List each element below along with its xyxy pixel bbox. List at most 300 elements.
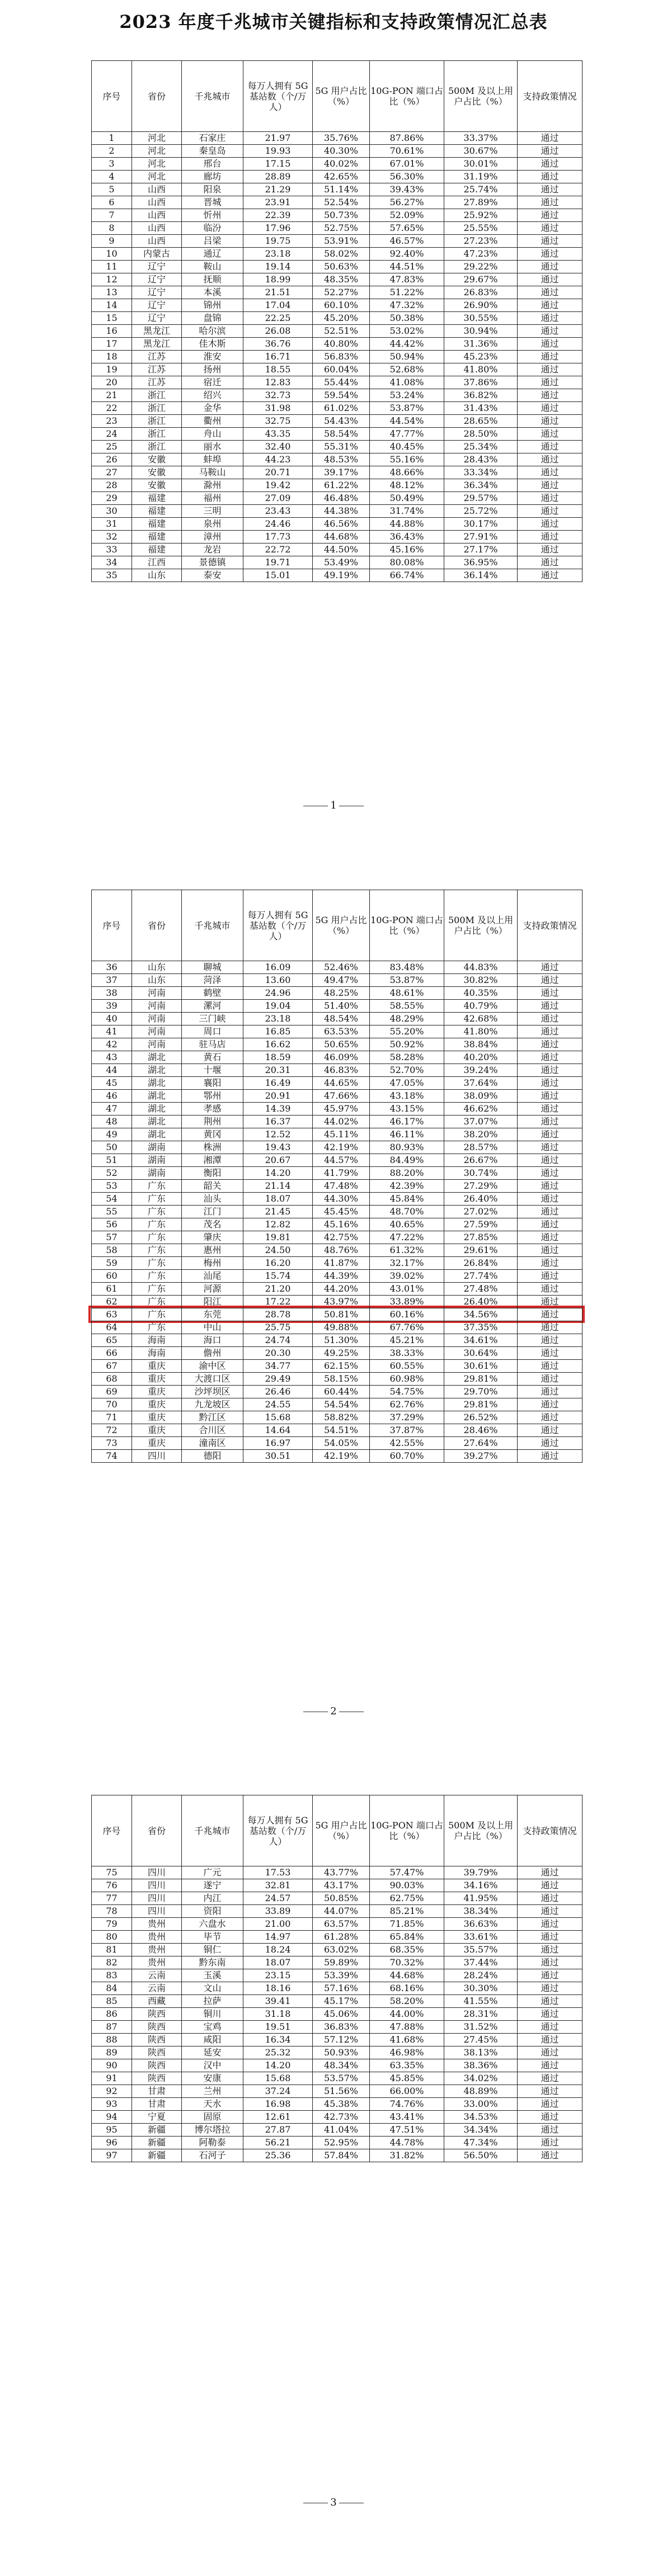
table-cell: 19.14: [243, 261, 313, 273]
table-row: [92, 1064, 583, 1077]
table-cell: 湖南: [132, 1154, 182, 1167]
table-cell: 28.50%: [444, 428, 518, 441]
table-cell: 7: [92, 209, 132, 222]
table-cell: 35: [92, 569, 132, 582]
table-row: [92, 961, 583, 974]
table-cell: 41.87%: [313, 1257, 370, 1270]
table-cell: 甘肃: [132, 2098, 182, 2111]
table-cell: 通过: [518, 441, 583, 453]
table-cell: 广东: [132, 1231, 182, 1244]
document-title: 2023 年度千兆城市关键指标和支持政策情况汇总表: [119, 11, 548, 32]
table-cell: 13.60: [243, 974, 313, 987]
table-cell: 20.30: [243, 1347, 313, 1360]
table-cell: 17.04: [243, 299, 313, 312]
table-cell: 31.52%: [444, 2021, 518, 2034]
table-cell: 80: [92, 1931, 132, 1944]
table-cell: 27.89%: [444, 196, 518, 209]
table-cell: 51.14%: [313, 183, 370, 196]
table-cell: 28: [92, 479, 132, 492]
table-cell: 通过: [518, 248, 583, 261]
table-cell: 三门峡: [182, 1013, 243, 1025]
table-cell: 26.67%: [444, 1154, 518, 1167]
table-cell: 83: [92, 1969, 132, 1982]
table-cell: 通过: [518, 492, 583, 505]
table-cell: 67: [92, 1360, 132, 1373]
table-cell: 通过: [518, 1918, 583, 1931]
table-cell: 45.21%: [370, 1334, 444, 1347]
table-cell: 20: [92, 376, 132, 389]
table-cell: 通过: [518, 222, 583, 235]
table-cell: 54.54%: [313, 1398, 370, 1411]
table-cell: 河南: [132, 1038, 182, 1051]
table-cell: 广东: [132, 1244, 182, 1257]
table-cell: 51.22%: [370, 286, 444, 299]
table-row: [92, 171, 583, 183]
table-cell: 40.20%: [444, 1051, 518, 1064]
table-cell: 通过: [518, 961, 583, 974]
table-cell: 27: [92, 466, 132, 479]
table-cell: 81: [92, 1944, 132, 1956]
table-cell: 通过: [518, 518, 583, 531]
table-cell: 44.39%: [313, 1270, 370, 1283]
table-cell: 45.97%: [313, 1103, 370, 1116]
table-row: [92, 453, 583, 466]
table-cell: 31.82%: [370, 2149, 444, 2162]
table-cell: 41.80%: [444, 1025, 518, 1038]
table-cell: 通过: [518, 1206, 583, 1218]
table-cell: 45.45%: [313, 1206, 370, 1218]
table-row: [92, 1244, 583, 1257]
table-cell: 湖北: [132, 1077, 182, 1090]
column-header: 序号: [92, 61, 132, 132]
table-cell: 23.18: [243, 248, 313, 261]
table-cell: 19.81: [243, 1231, 313, 1244]
table-cell: 43.97%: [313, 1296, 370, 1308]
table-cell: 44.88%: [370, 518, 444, 531]
table-cell: 30.67%: [444, 145, 518, 158]
table-cell: 黔东南: [182, 1956, 243, 1969]
table-cell: 通过: [518, 1347, 583, 1360]
table-cell: 驻马店: [182, 1038, 243, 1051]
table-cell: 40: [92, 1013, 132, 1025]
table-cell: 43.41%: [370, 2111, 444, 2124]
table-cell: 周口: [182, 1025, 243, 1038]
table-cell: 37.29%: [370, 1411, 444, 1424]
table-cell: 通过: [518, 2046, 583, 2059]
table-cell: 29.61%: [444, 1244, 518, 1257]
table-cell: 50.73%: [313, 209, 370, 222]
table-cell: 四川: [132, 1905, 182, 1918]
table-cell: 通过: [518, 1321, 583, 1334]
table-row: [92, 505, 583, 518]
table-cell: 54.43%: [313, 415, 370, 428]
table-cell: 毕节: [182, 1931, 243, 1944]
table-cell: 通过: [518, 1154, 583, 1167]
table-cell: 26.52%: [444, 1411, 518, 1424]
table-cell: 通过: [518, 1025, 583, 1038]
table-cell: 80.93%: [370, 1141, 444, 1154]
table-cell: 山东: [132, 569, 182, 582]
table-cell: 50.81%: [313, 1308, 370, 1321]
table-cell: 临汾: [182, 222, 243, 235]
table-cell: 58.82%: [313, 1411, 370, 1424]
table-cell: 通过: [518, 183, 583, 196]
table-cell: 茂名: [182, 1218, 243, 1231]
table-cell: 福建: [132, 492, 182, 505]
table-cell: 六盘水: [182, 1918, 243, 1931]
table-cell: 64: [92, 1321, 132, 1334]
table-cell: 30.30%: [444, 1982, 518, 1995]
table-cell: 16.71: [243, 351, 313, 363]
table-cell: 25.72%: [444, 505, 518, 518]
table-cell: 通过: [518, 1944, 583, 1956]
table-row: [92, 415, 583, 428]
table-cell: 40.35%: [444, 987, 518, 1000]
table-cell: 通过: [518, 2111, 583, 2124]
table-cell: 62: [92, 1296, 132, 1308]
table-cell: 48.34%: [313, 2059, 370, 2072]
table-cell: 韶关: [182, 1180, 243, 1193]
table-row: [92, 1321, 583, 1334]
table-cell: 69: [92, 1386, 132, 1398]
table-cell: 26.40%: [444, 1193, 518, 1206]
table-cell: 陕西: [132, 2059, 182, 2072]
table-cell: 53.39%: [313, 1969, 370, 1982]
table-cell: 45.06%: [313, 2008, 370, 2021]
table-cell: 宝鸡: [182, 2021, 243, 2034]
table-cell: 通过: [518, 2021, 583, 2034]
table-cell: 66: [92, 1347, 132, 1360]
table-cell: 延安: [182, 2046, 243, 2059]
table-row: [92, 1892, 583, 1905]
table-cell: 宿迁: [182, 376, 243, 389]
table-cell: 通过: [518, 1411, 583, 1424]
table-cell: 漯河: [182, 1000, 243, 1013]
table-cell: 50.49%: [370, 492, 444, 505]
column-header: 序号: [92, 1795, 132, 1866]
table-header-row: [92, 890, 583, 961]
table-cell: 福州: [182, 492, 243, 505]
table-cell: 54.51%: [313, 1424, 370, 1437]
table-cell: 河北: [132, 171, 182, 183]
table-cell: 37.64%: [444, 1077, 518, 1090]
table-row: [92, 1437, 583, 1450]
table-cell: 46.09%: [313, 1051, 370, 1064]
table-cell: 38.33%: [370, 1347, 444, 1360]
table-cell: 广东: [132, 1270, 182, 1283]
table-row: [92, 428, 583, 441]
table-row: [92, 389, 583, 402]
table-cell: 55: [92, 1206, 132, 1218]
table-cell: 1: [92, 132, 132, 145]
table-row: [92, 209, 583, 222]
table-cell: 60.04%: [313, 363, 370, 376]
table-cell: 50.65%: [313, 1038, 370, 1051]
table-cell: 48: [92, 1116, 132, 1128]
table-row: [92, 222, 583, 235]
table-row: [92, 1051, 583, 1064]
table-cell: 通过: [518, 1013, 583, 1025]
table-cell: 文山: [182, 1982, 243, 1995]
table-cell: 46.17%: [370, 1116, 444, 1128]
table-cell: 景德镇: [182, 556, 243, 569]
table-cell: 37.87%: [370, 1424, 444, 1437]
table-cell: 山东: [132, 961, 182, 974]
table-row: [92, 2137, 583, 2149]
table-cell: 27.17%: [444, 543, 518, 556]
table-cell: 30.82%: [444, 974, 518, 987]
table-cell: 重庆: [132, 1411, 182, 1424]
table-cell: 49.25%: [313, 1347, 370, 1360]
table-cell: 33.61%: [444, 1931, 518, 1944]
table-cell: 57.65%: [370, 222, 444, 235]
table-row: [92, 402, 583, 415]
table-row: [92, 1257, 583, 1270]
table-cell: 37.35%: [444, 1321, 518, 1334]
table-cell: 广东: [132, 1218, 182, 1231]
table-cell: 42.68%: [444, 1013, 518, 1025]
table-cell: 33: [92, 543, 132, 556]
table-cell: 玉溪: [182, 1969, 243, 1982]
table-cell: 兰州: [182, 2085, 243, 2098]
column-header: 支持政策情况: [518, 61, 583, 132]
table-cell: 63.02%: [313, 1944, 370, 1956]
table-cell: 25: [92, 441, 132, 453]
table-cell: 辽宁: [132, 261, 182, 273]
table-cell: 辽宁: [132, 273, 182, 286]
table-cell: 通过: [518, 2149, 583, 2162]
table-cell: 40.80%: [313, 338, 370, 351]
table-cell: 16.20: [243, 1257, 313, 1270]
table-cell: 通过: [518, 1180, 583, 1193]
table-cell: 23.15: [243, 1969, 313, 1982]
table-cell: 40.65%: [370, 1218, 444, 1231]
table-cell: 21: [92, 389, 132, 402]
table-cell: 通过: [518, 132, 583, 145]
table-cell: 39.27%: [444, 1450, 518, 1463]
table-cell: 70.32%: [370, 1956, 444, 1969]
table-cell: 61.32%: [370, 1244, 444, 1257]
table-cell: 甘肃: [132, 2085, 182, 2098]
table-cell: 通过: [518, 1116, 583, 1128]
table-cell: 45.38%: [313, 2098, 370, 2111]
table-cell: 51.56%: [313, 2085, 370, 2098]
table-row: [92, 1231, 583, 1244]
table-cell: 通过: [518, 2034, 583, 2046]
table-cell: 24.46: [243, 518, 313, 531]
table-cell: 通过: [518, 1386, 583, 1398]
table-cell: 通过: [518, 2085, 583, 2098]
table-cell: 31.74%: [370, 505, 444, 518]
table-cell: 78: [92, 1905, 132, 1918]
table-cell: 42.19%: [313, 1141, 370, 1154]
table-cell: 56: [92, 1218, 132, 1231]
table-cell: 36.76: [243, 338, 313, 351]
table-cell: 通过: [518, 261, 583, 273]
table-cell: 58: [92, 1244, 132, 1257]
table-cell: 衢州: [182, 415, 243, 428]
table-row: [92, 466, 583, 479]
table-cell: 通过: [518, 286, 583, 299]
table-cell: 18.07: [243, 1193, 313, 1206]
table-cell: 通过: [518, 974, 583, 987]
table-cell: 浙江: [132, 389, 182, 402]
table-cell: 通过: [518, 158, 583, 171]
table-cell: 31.36%: [444, 338, 518, 351]
table-cell: 44: [92, 1064, 132, 1077]
table-cell: 24.74: [243, 1334, 313, 1347]
table-cell: 16.37: [243, 1116, 313, 1128]
table-cell: 通过: [518, 1038, 583, 1051]
table-cell: 45.20%: [313, 312, 370, 325]
table-cell: 61.02%: [313, 402, 370, 415]
table-cell: 47.34%: [444, 2137, 518, 2149]
table-cell: 15.74: [243, 1270, 313, 1283]
table-cell: 湘潭: [182, 1154, 243, 1167]
table-row: [92, 1360, 583, 1373]
table-cell: 本溪: [182, 286, 243, 299]
table-cell: 鹤壁: [182, 987, 243, 1000]
table-cell: 48.70%: [370, 1206, 444, 1218]
table-row: [92, 1296, 583, 1308]
table-cell: 21.97: [243, 132, 313, 145]
table-cell: 资阳: [182, 1905, 243, 1918]
table-cell: 70.61%: [370, 145, 444, 158]
table-cell: 通过: [518, 1257, 583, 1270]
indicator-table-page-2: [91, 890, 583, 1463]
table-cell: 19: [92, 363, 132, 376]
table-header-row: [92, 61, 583, 132]
table-row: [92, 1193, 583, 1206]
table-cell: 60.70%: [370, 1450, 444, 1463]
table-cell: 重庆: [132, 1373, 182, 1386]
table-row: [92, 183, 583, 196]
table-cell: 22.39: [243, 209, 313, 222]
table-row: [92, 556, 583, 569]
table-cell: 55.20%: [370, 1025, 444, 1038]
table-row: [92, 325, 583, 338]
table-row: [92, 1969, 583, 1982]
table-cell: 辽宁: [132, 312, 182, 325]
table-cell: 金华: [182, 402, 243, 415]
table-cell: 51.30%: [313, 1334, 370, 1347]
table-row: [92, 1424, 583, 1437]
table-cell: 16: [92, 325, 132, 338]
table-cell: 50.63%: [313, 261, 370, 273]
table-cell: 通过: [518, 2124, 583, 2137]
table-row: [92, 1411, 583, 1424]
table-cell: 扬州: [182, 363, 243, 376]
table-cell: 84.49%: [370, 1154, 444, 1167]
table-row: [92, 1283, 583, 1296]
table-row: [92, 248, 583, 261]
table-cell: 43.01%: [370, 1283, 444, 1296]
column-header: 500M 及以上用户占比（%）: [444, 1795, 518, 1866]
table-row: [92, 1450, 583, 1463]
table-cell: 87: [92, 2021, 132, 2034]
table-cell: 52.27%: [313, 286, 370, 299]
table-cell: 14.97: [243, 1931, 313, 1944]
table-cell: 18.24: [243, 1944, 313, 1956]
table-cell: 三明: [182, 505, 243, 518]
table-cell: 山东: [132, 974, 182, 987]
table-cell: 47.48%: [313, 1180, 370, 1193]
table-cell: 29.81%: [444, 1398, 518, 1411]
table-cell: 14.20: [243, 2059, 313, 2072]
table-cell: 52.09%: [370, 209, 444, 222]
table-cell: 63.57%: [313, 1918, 370, 1931]
table-cell: 锦州: [182, 299, 243, 312]
table-cell: 55.31%: [313, 441, 370, 453]
table-cell: 72: [92, 1424, 132, 1437]
table-cell: 34.02%: [444, 2072, 518, 2085]
table-cell: 44.30%: [313, 1193, 370, 1206]
table-cell: 抚顺: [182, 273, 243, 286]
table-cell: 85.21%: [370, 1905, 444, 1918]
table-cell: 31.98: [243, 402, 313, 415]
table-cell: 18.07: [243, 1956, 313, 1969]
table-row: [92, 1918, 583, 1931]
table-cell: 48.76%: [313, 1244, 370, 1257]
table-cell: 9: [92, 235, 132, 248]
table-cell: 52.68%: [370, 363, 444, 376]
table-cell: 87.86%: [370, 132, 444, 145]
table-cell: 88: [92, 2034, 132, 2046]
table-cell: 海南: [132, 1334, 182, 1347]
table-cell: 河北: [132, 132, 182, 145]
table-cell: 河北: [132, 145, 182, 158]
column-header: 每万人拥有 5G 基站数（个/万人）: [243, 1795, 313, 1866]
table-row: [92, 2046, 583, 2059]
table-cell: 26.84%: [444, 1257, 518, 1270]
table-cell: 广东: [132, 1308, 182, 1321]
table-cell: 41.79%: [313, 1167, 370, 1180]
table-cell: 67.76%: [370, 1321, 444, 1334]
table-cell: 47.77%: [370, 428, 444, 441]
table-cell: 40.02%: [313, 158, 370, 171]
table-row: [92, 286, 583, 299]
table-cell: 18.16: [243, 1982, 313, 1995]
table-cell: 海口: [182, 1334, 243, 1347]
table-row: [92, 1956, 583, 1969]
table-cell: 54.75%: [370, 1386, 444, 1398]
table-cell: 65.84%: [370, 1931, 444, 1944]
table-cell: 48.35%: [313, 273, 370, 286]
table-cell: 51.40%: [313, 1000, 370, 1013]
table-cell: 44.78%: [370, 2137, 444, 2149]
table-cell: 44.68%: [313, 531, 370, 543]
table-row: [92, 2085, 583, 2098]
table-cell: 52.51%: [313, 325, 370, 338]
table-cell: 47.05%: [370, 1077, 444, 1090]
table-cell: 48.54%: [313, 1013, 370, 1025]
table-cell: 85: [92, 1995, 132, 2008]
table-row: [92, 299, 583, 312]
table-cell: 12: [92, 273, 132, 286]
table-cell: 52.95%: [313, 2137, 370, 2149]
table-cell: 90: [92, 2059, 132, 2072]
table-cell: 32.40: [243, 441, 313, 453]
table-cell: 36.14%: [444, 569, 518, 582]
table-cell: 四川: [132, 1892, 182, 1905]
table-cell: 34.34%: [444, 2124, 518, 2137]
table-row: [92, 1373, 583, 1386]
table-cell: 17.22: [243, 1296, 313, 1308]
table-cell: 59.54%: [313, 389, 370, 402]
table-cell: 61.28%: [313, 1931, 370, 1944]
table-cell: 46.56%: [313, 518, 370, 531]
table-cell: 45: [92, 1077, 132, 1090]
